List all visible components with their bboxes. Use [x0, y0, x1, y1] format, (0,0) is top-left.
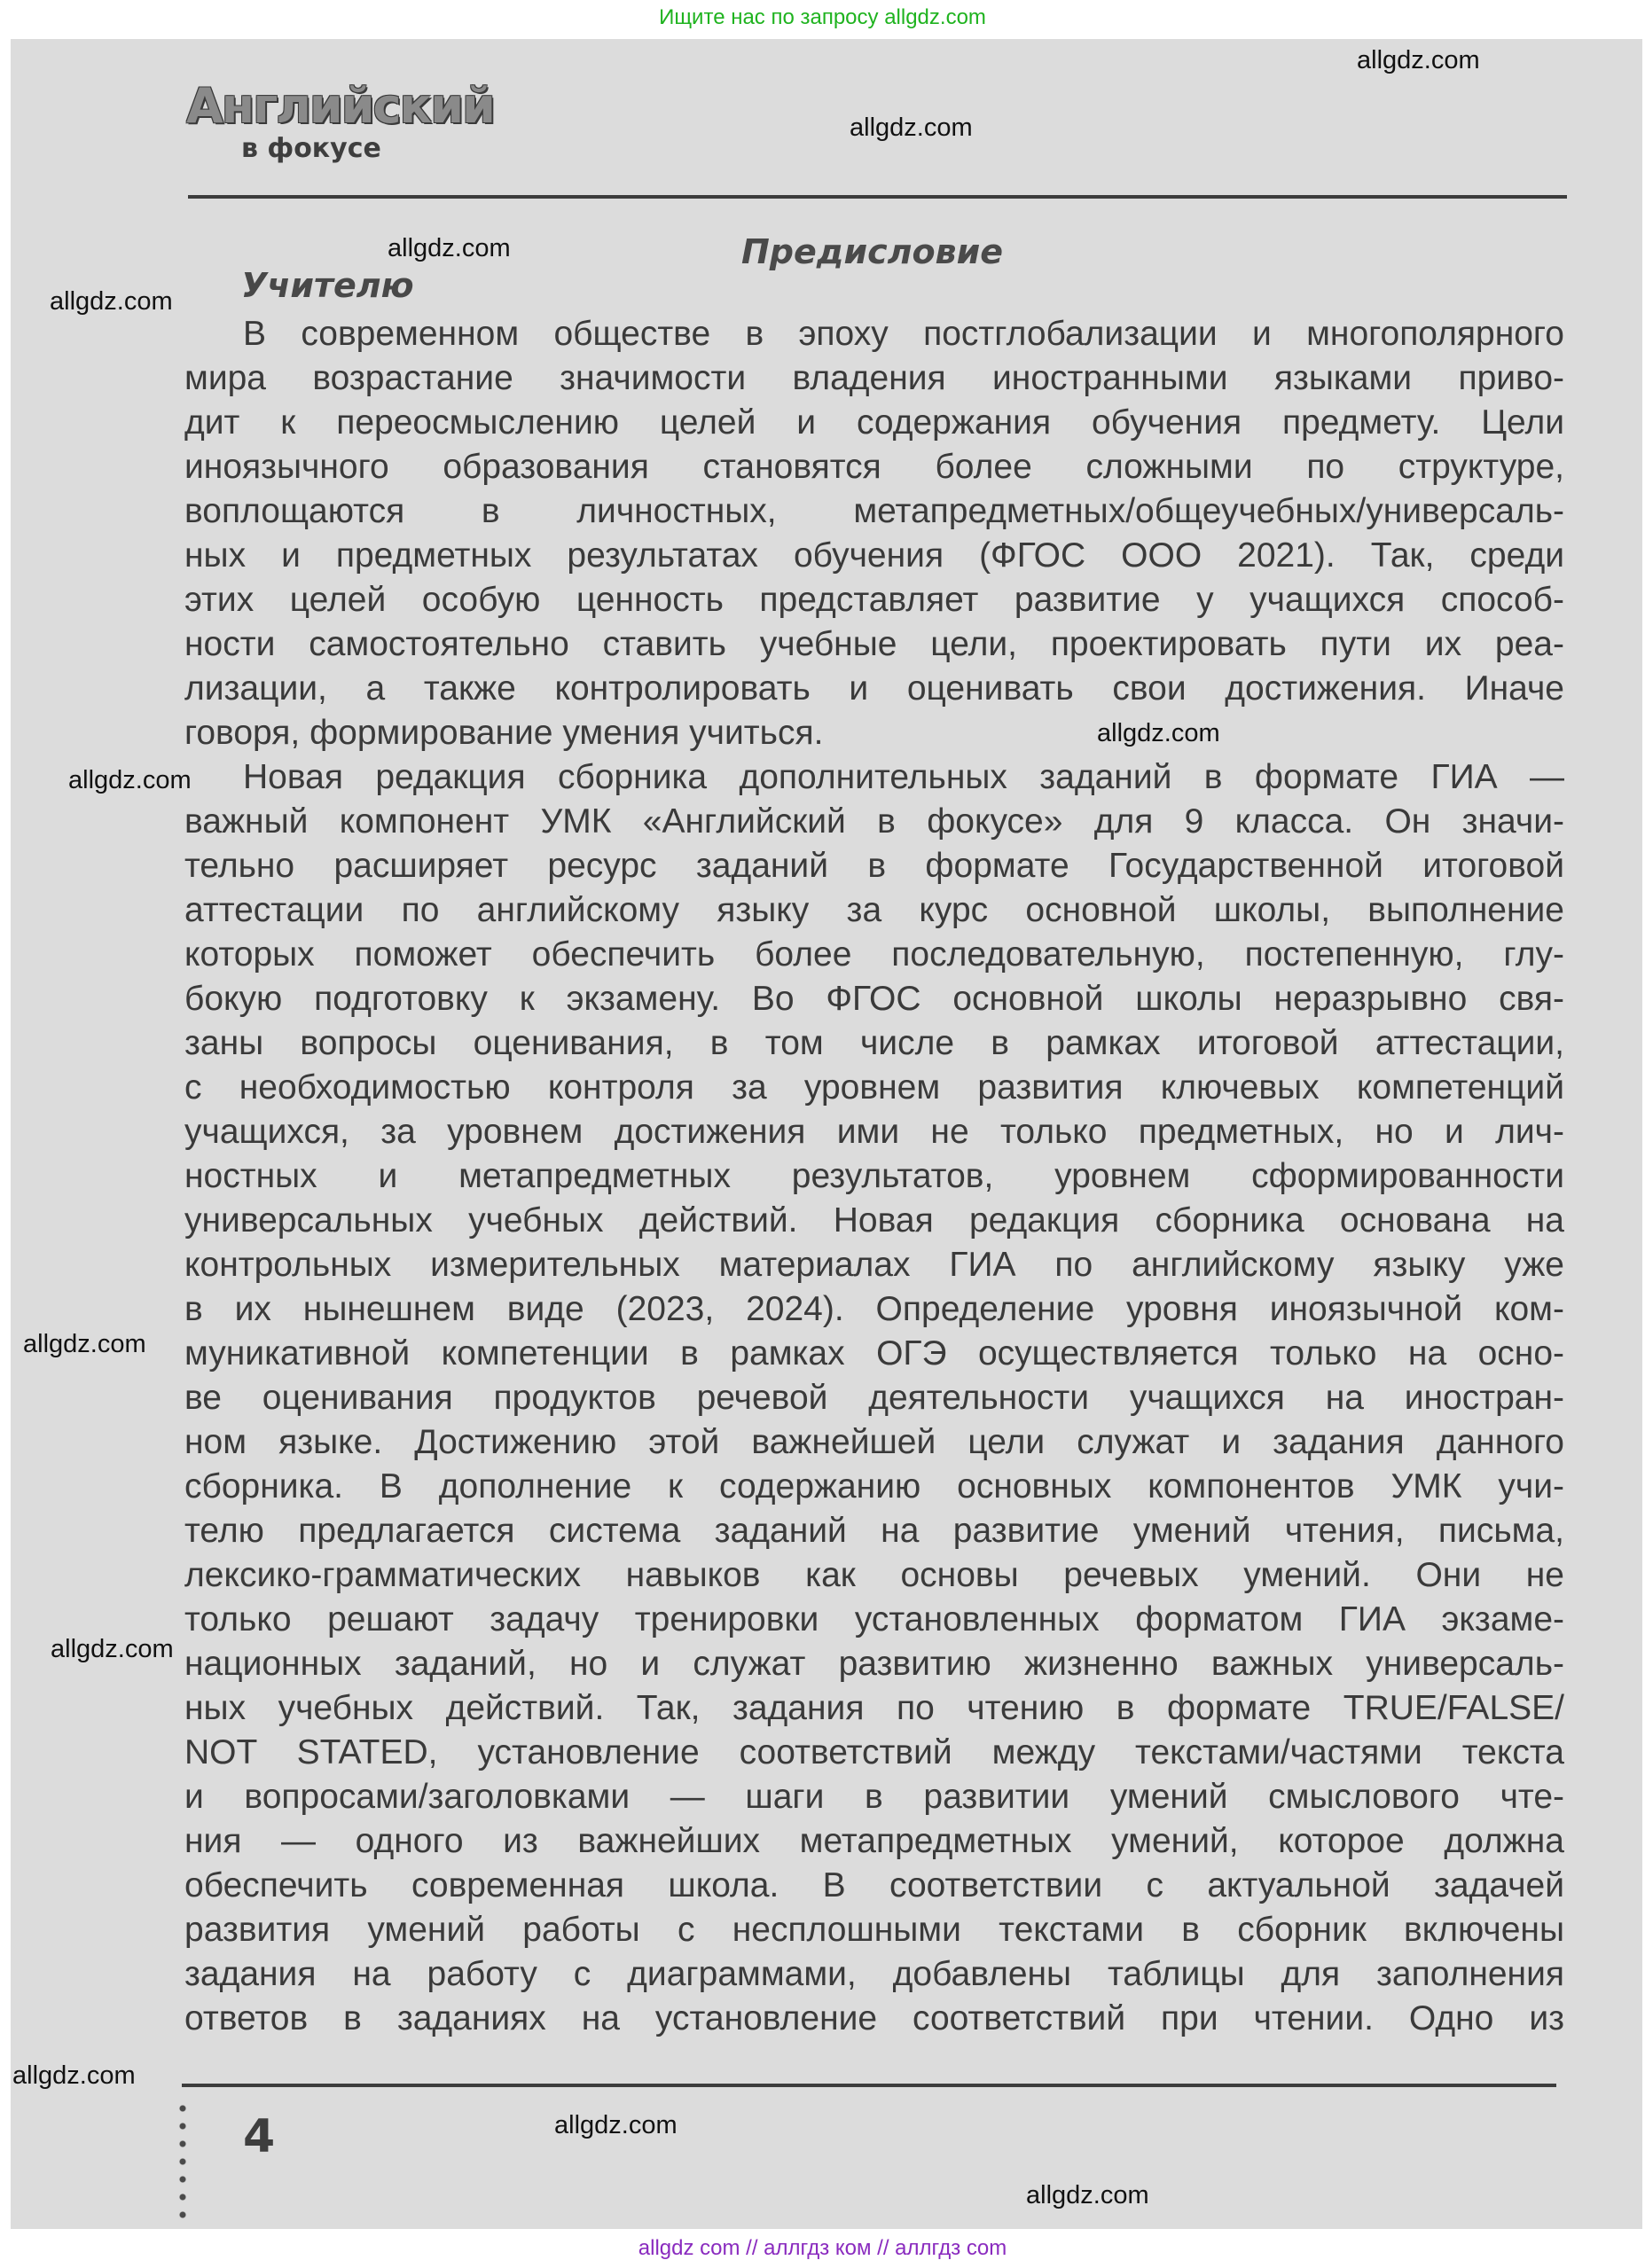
page-title: Предисловие [741, 232, 1004, 271]
bottom-banner: allgdz com // аллгдз ком // аллгдз com [638, 2236, 1007, 2260]
text-line: ном языке. Достижению этой важнейшей цели служат и задания данного [184, 1423, 1564, 1461]
text-line: национных заданий, но и служат развитию жизненно важных универсаль- [184, 1645, 1564, 1683]
page-number: 4 [243, 2110, 276, 2163]
body-text [184, 312, 1564, 2041]
watermark: allgdz.com [23, 1330, 146, 1358]
text-line: сборника. В дополнение к содержанию основных компонентов УМК учи- [184, 1467, 1564, 1505]
text-line: NOT STATED, установление соответствий между текстами/частями текста [184, 1733, 1564, 1771]
text-line: в их нынешнем виде (2023, 2024). Определение уровня иноязычной ком- [184, 1290, 1564, 1328]
text-line: лизации, а также контролировать и оценивать свои достижения. Иначе [184, 669, 1564, 708]
book-logo [186, 78, 494, 176]
text-line: Новая редакция сборника дополнительных заданий в формате ГИА — [243, 758, 1564, 796]
text-line: бокую подготовку к экзамену. Во ФГОС основной школы неразрывно свя- [184, 980, 1564, 1018]
text-line: с необходимостью контроля за уровнем развития ключевых компетенций [184, 1068, 1564, 1107]
text-line: и вопросами/заголовками — шаги в развитии умений смыслового чте- [184, 1778, 1564, 1816]
text-line: ности самостоятельно ставить учебные цели, проектировать пути их реа- [184, 625, 1564, 663]
text-line: говоря, формирование умения учиться. [184, 714, 824, 752]
text-line: ных учебных действий. Так, задания по чтению в формате TRUE/FALSE/ [184, 1689, 1564, 1727]
text-line: иноязычного образования становятся более сложными по структуре, [184, 448, 1564, 486]
watermark: allgdz.com [1026, 2181, 1149, 2209]
top-search-banner: Ищите нас по запросу allgdz.com [659, 5, 986, 29]
text-line: мира возрастание значимости владения иностранными языками приво- [184, 359, 1564, 397]
text-line: ных и предметных результатах обучения (ФГОС ООО 2021). Так, среди [184, 536, 1564, 575]
text-line: ностных и метапредметных результатов, уровнем сформированности [184, 1157, 1564, 1195]
text-line: В современном обществе в эпоху постглобализации и многополярного [243, 315, 1564, 353]
text-line: обеспечить современная школа. В соответствии с актуальной задачей [184, 1866, 1564, 1904]
watermark: allgdz.com [12, 2061, 136, 2090]
binding-dots [179, 2100, 186, 2224]
text-line: важный компонент УМК «Английский в фокусе» для 9 класса. Он значи- [184, 802, 1564, 841]
text-line: ния — одного из важнейших метапредметных умений, которое должна [184, 1822, 1564, 1860]
text-line: аттестации по английскому языку за курс основной школы, выполнение [184, 891, 1564, 929]
watermark: allgdz.com [388, 234, 511, 262]
text-line: лексико-грамматических навыков как основы речевых умений. Они не [184, 1556, 1564, 1594]
logo-title: Английский [186, 78, 494, 134]
watermark: allgdz.com [1097, 719, 1220, 747]
text-line: задания на работу с диаграммами, добавлены таблицы для заполнения [184, 1955, 1564, 1993]
text-line: учащихся, за уровнем достижения ими не только предметных, но и лич- [184, 1113, 1564, 1151]
text-line: этих целей особую ценность представляет развитие у учащихся способ- [184, 581, 1564, 619]
text-line: ве оценивания продуктов речевой деятельности учащихся на иностран- [184, 1379, 1564, 1417]
watermark: allgdz.com [1357, 46, 1480, 74]
text-line: контрольных измерительных материалах ГИА по английскому языку уже [184, 1246, 1564, 1284]
section-subheading: Учителю [241, 266, 414, 305]
text-line: муникативной компетенции в рамках ОГЭ осуществляется только на осно- [184, 1334, 1564, 1373]
text-line: заны вопросы оценивания, в том числе в рамках итоговой аттестации, [184, 1024, 1564, 1062]
watermark: allgdz.com [50, 287, 173, 316]
text-line: только решают задачу тренировки установленных форматом ГИА экзаме- [184, 1600, 1564, 1638]
watermark: allgdz.com [850, 113, 973, 142]
text-line: ответов в заданиях на установление соответствий при чтении. Одно из [184, 1999, 1564, 2037]
text-line: телю предлагается система заданий на развитие умений чтения, письма, [184, 1512, 1564, 1550]
text-line: дит к переосмыслению целей и содержания обучения предмету. Цели [184, 403, 1564, 442]
logo-subtitle: в фокусе [241, 133, 381, 164]
text-line: развития умений работы с несплошными текстами в сборник включены [184, 1911, 1564, 1949]
watermark: allgdz.com [554, 2111, 678, 2139]
watermark: allgdz.com [51, 1635, 174, 1663]
text-line: которых поможет обеспечить более последовательную, постепенную, глу- [184, 935, 1564, 974]
footer-rule [182, 2084, 1556, 2087]
header-rule [188, 195, 1567, 199]
watermark: allgdz.com [68, 766, 192, 794]
text-line: универсальных учебных действий. Новая редакция сборника основана на [184, 1201, 1564, 1240]
text-line: воплощаются в личностных, метапредметных/общеучебных/универсаль- [184, 492, 1564, 530]
text-line: тельно расширяет ресурс заданий в формате Государственной итоговой [184, 847, 1564, 885]
